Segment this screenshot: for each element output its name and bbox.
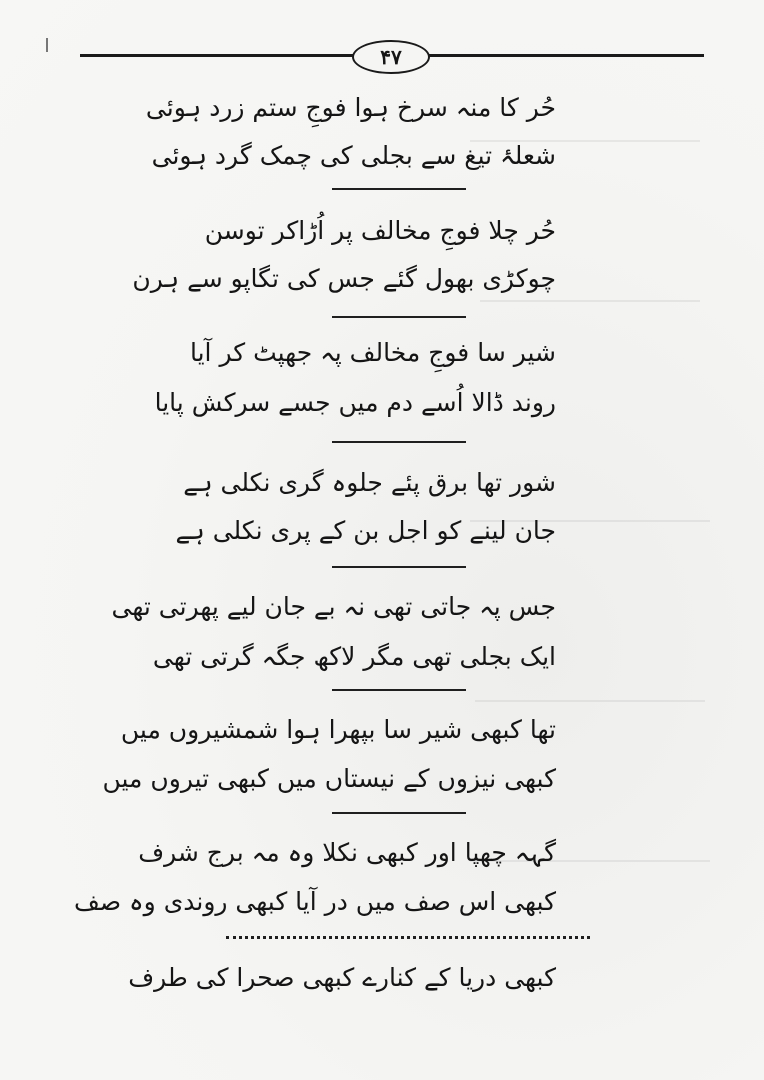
- stanza-1-line-1: حُر کا منہ سرخ ہوا فوجِ ستم زرد ہوئی: [145, 93, 556, 122]
- stanza-3-line-1: شیر سا فوجِ مخالف پہ جھپٹ کر آیا: [189, 338, 556, 367]
- stanza-4-line-1: شور تھا برق پئے جلوہ گری نکلی ہے: [183, 468, 556, 497]
- stanza-6-line-2: کبھی نیزوں کے نیستاں میں کبھی تیروں میں: [102, 764, 556, 793]
- stanza-5-line-1: جس پہ جاتی تھی نہ بے جان لیے پھرتی تھی: [111, 592, 556, 621]
- stanza-6-line-1: تھا کبھی شیر سا بپھرا ہوا شمشیروں میں: [120, 715, 556, 744]
- bleed-through: [480, 300, 700, 302]
- stanza-3-line-2: روند ڈالا اُسے دم میں جسے سرکش پایا: [154, 388, 556, 417]
- stanza-2-line-2: چوکڑی بھول گئے جس کی تگاپو سے ہرن: [132, 264, 556, 293]
- stanza-divider: [332, 441, 466, 443]
- spine-mark: [46, 38, 48, 52]
- stanza-divider: [332, 316, 466, 318]
- page-number-oval: [352, 40, 430, 74]
- stanza-5-line-2: ایک بجلی تھی مگر لاکھ جگہ گرتی تھی: [152, 642, 556, 671]
- page-number: ۴۷: [380, 45, 402, 69]
- stanza-1-line-2: شعلۂ تیغ سے بجلی کی چمک گرد ہوئی: [151, 141, 556, 170]
- bleed-through: [475, 700, 705, 702]
- stanza-divider: [332, 812, 466, 814]
- stanza-divider: [332, 566, 466, 568]
- stanza-7-line-2: کبھی اس صف میں در آیا کبھی روندی وہ صف: [73, 887, 556, 916]
- stanza-2-line-1: حُر چلا فوجِ مخالف پر اُڑاکر توسن: [204, 216, 556, 245]
- stanza-divider: [332, 188, 466, 190]
- stanza-4-line-2: جان لینے کو اجل بن کے پری نکلی ہے: [175, 516, 556, 545]
- dotted-divider: [226, 936, 590, 939]
- stanza-7-line-1: گہہ چھپا اور کبھی نکلا وہ مہ برج شرف: [138, 838, 556, 867]
- closing-line: کبھی دریا کے کنارے کبھی صحرا کی طرف: [128, 963, 556, 992]
- stanza-divider: [332, 689, 466, 691]
